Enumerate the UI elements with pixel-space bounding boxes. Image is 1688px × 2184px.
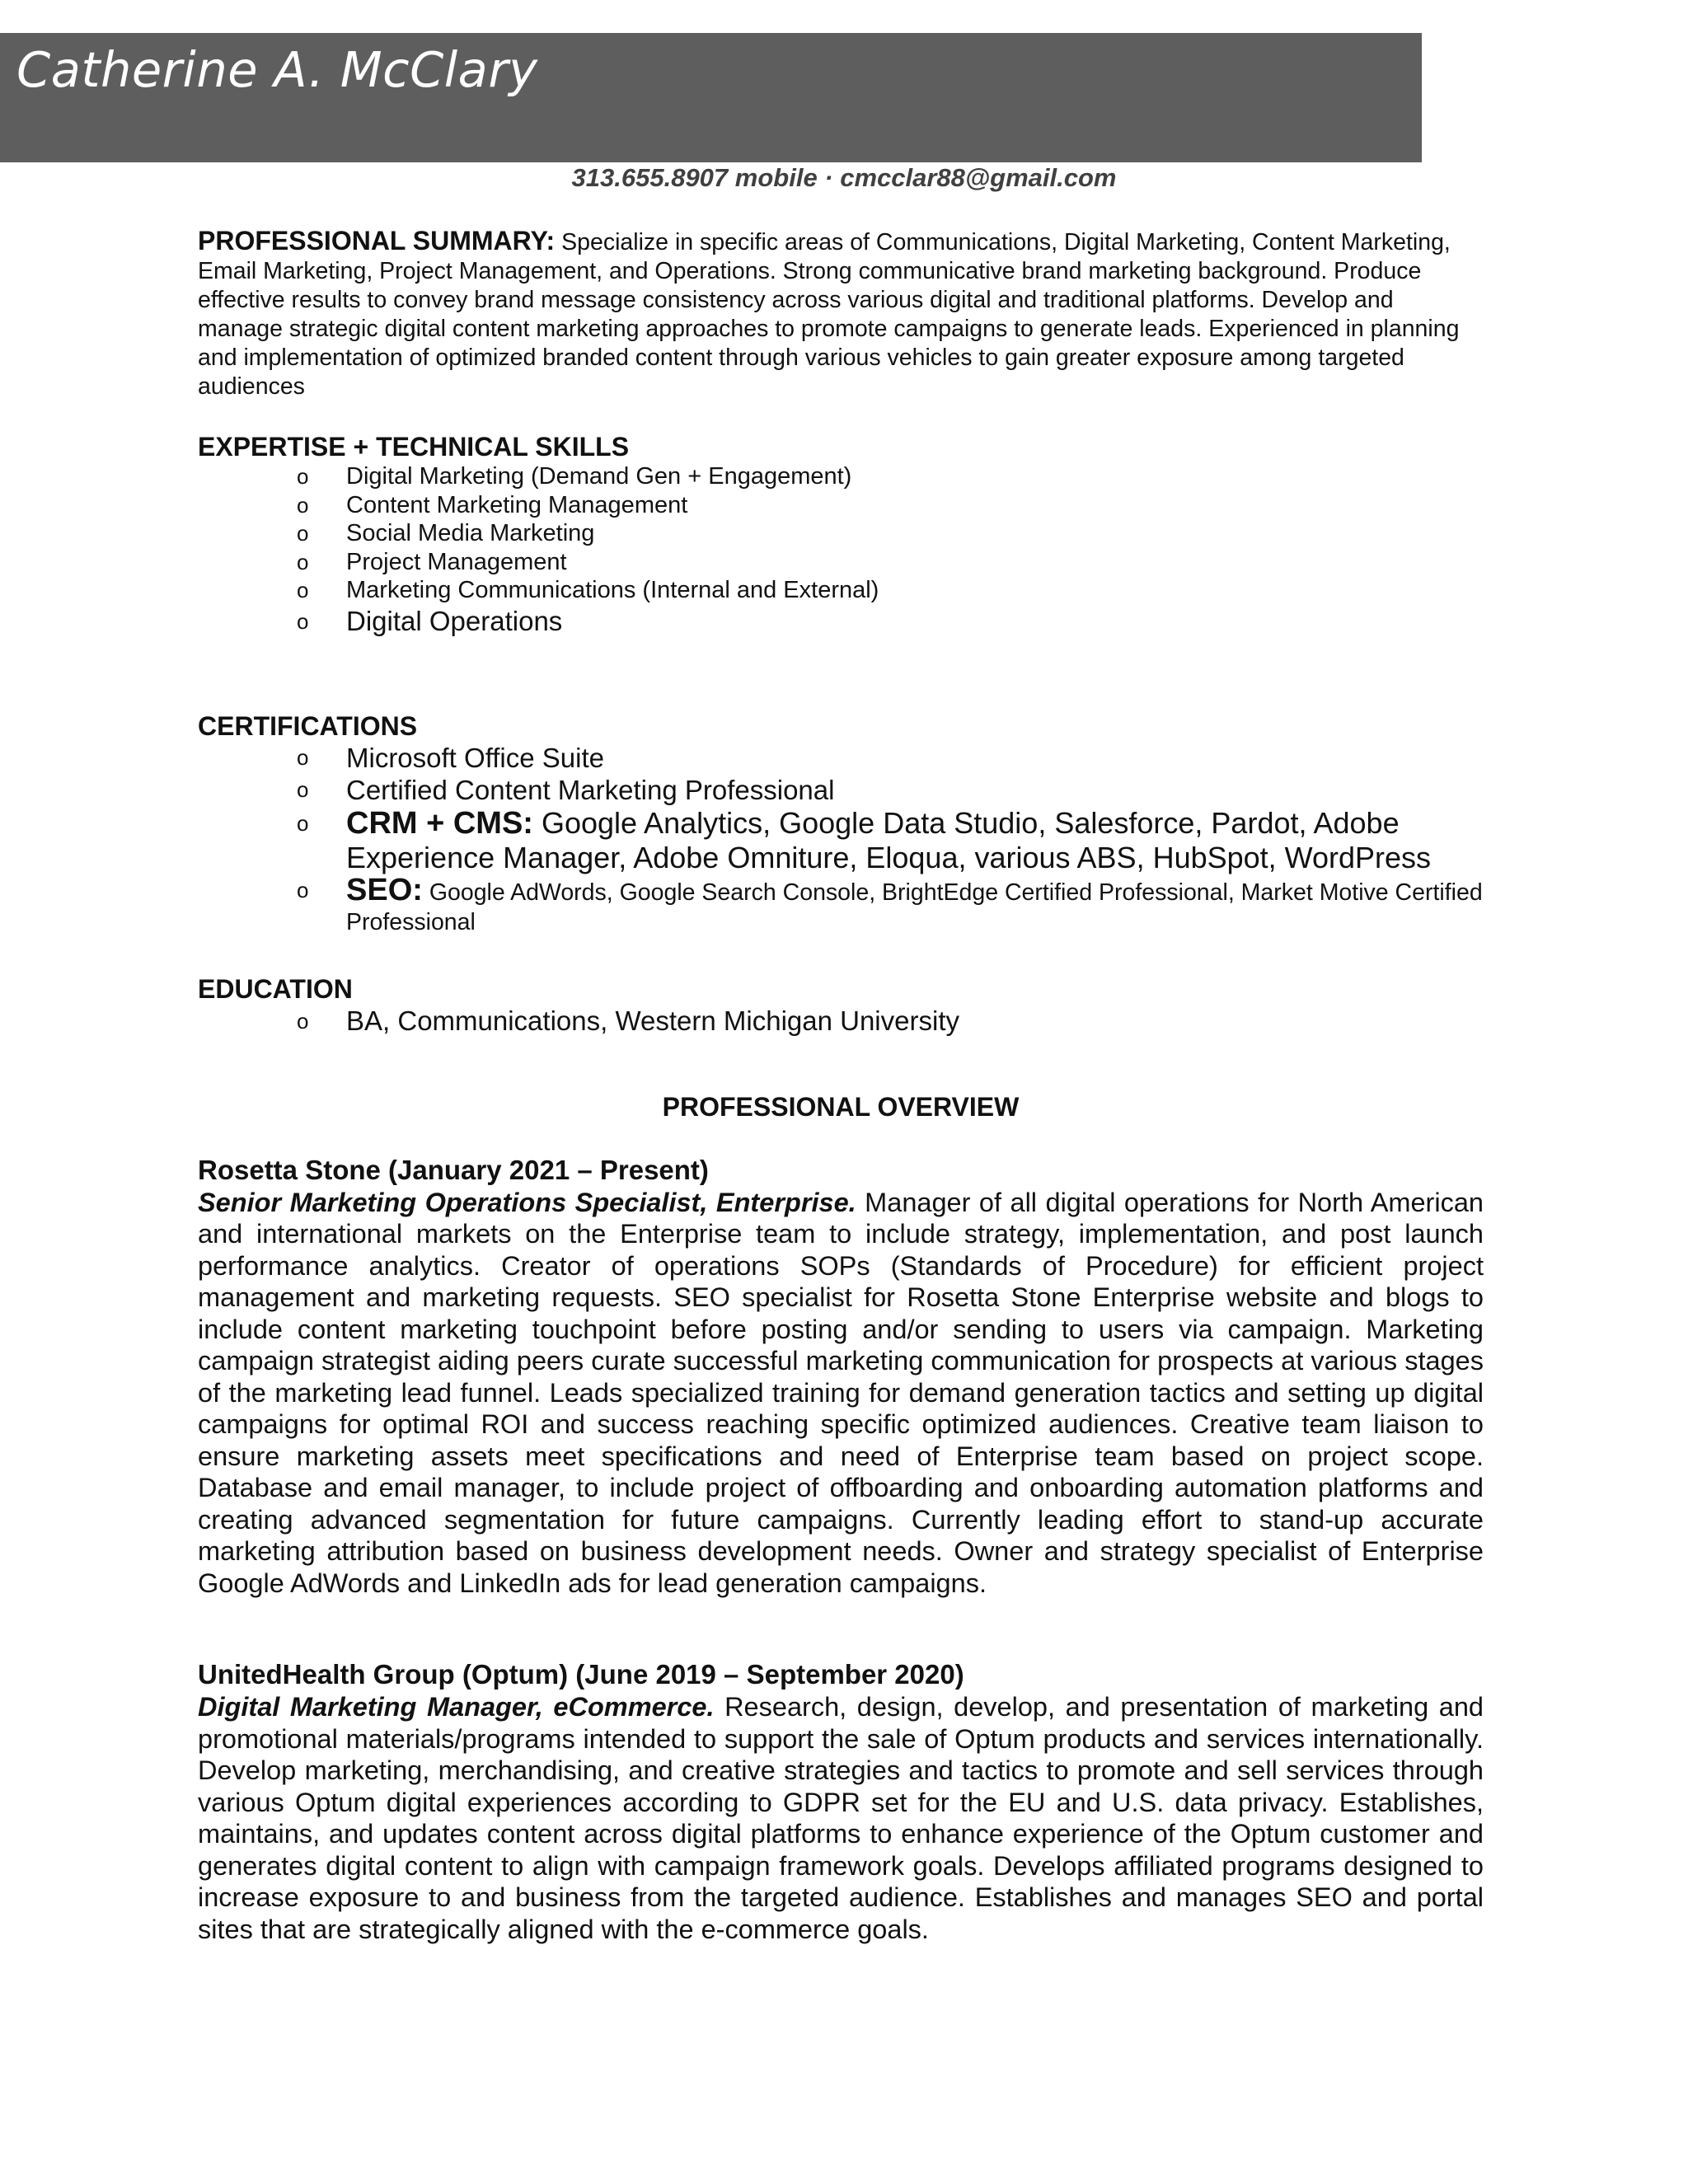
list-item: [198, 576, 1484, 605]
job-text: Manager of all digital operations for North American and international markets on the Enterprise team to include strategy, implementation, and post launch performance analytics. Creator of operations SOPs (Standards of Procedure) for efficient project management and marketing requests. SEO specialist for Rosetta Stone Enterprise website and blogs to include content marketing touchpoint before posting and/or sending to users via campaign. Marketing campaign strategist aiding peers curate successful marketing communication for prospects at various stages of the marketing lead funnel. Leads specialized training for demand generation tactics and setting up digital campaigns for optimal ROI and success reaching specific optimized audiences. Creative team liaison to ensure marketing assets meet specifications and need of Enterprise team based on project scope. Database and email manager, to include project of offboarding and onboarding automation platforms and creating advanced segmentation for future campaigns. Currently leading effort to stand-up accurate marketing attribution based on business development needs. Owner and strategy specialist of Enterprise Google AdWords and LinkedIn ads for lead generation campaigns.: [198, 1187, 1484, 1598]
skill-text: Digital Marketing (Demand Gen + Engagement): [346, 463, 852, 490]
list-item: [198, 462, 1484, 491]
education-list: [198, 1005, 1484, 1038]
certifications-list: [198, 742, 1484, 937]
education-heading: EDUCATION: [198, 973, 353, 1004]
bullet-icon: o: [297, 776, 309, 802]
crm-text: Google Analytics, Google Data Studio, Salesforce, Pardot, Adobe Experience Manager, Adobe Omniture, Eloqua, various ABS, HubSpot, WordPress: [346, 805, 1432, 874]
certification-text: Certified Content Marketing Professional: [346, 774, 835, 805]
skill-text: Content Marketing Management: [346, 491, 688, 518]
bullet-icon: o: [297, 578, 309, 602]
list-item: [198, 872, 1484, 937]
bullet-icon: o: [297, 464, 309, 489]
crm-label: CRM + CMS:: [346, 805, 533, 841]
bullet-icon: o: [297, 1008, 309, 1033]
resume-body: [198, 227, 1484, 1945]
contact-line: 313.655.8907 mobile · cmcclar88@gmail.com: [571, 163, 1117, 192]
education-text: BA, Communications, Western Michigan University: [346, 1005, 959, 1036]
seo-text: Google AdWords, Google Search Console, BrightEdge Certified Professional, Market Motive Certified Professional: [346, 879, 1483, 935]
candidate-name: Catherine A. McClary: [16, 41, 538, 98]
bullet-icon: o: [297, 492, 309, 518]
bullet-icon: o: [297, 549, 309, 574]
bullet-icon: o: [297, 877, 309, 902]
list-item: [198, 519, 1484, 548]
certifications-heading: CERTIFICATIONS: [198, 710, 418, 741]
list-item: [198, 548, 1484, 577]
certification-text: Microsoft Office Suite: [346, 742, 605, 773]
list-item: [198, 806, 1484, 875]
seo-label: SEO:: [346, 872, 423, 907]
bullet-icon: o: [297, 744, 309, 770]
bullet-icon: o: [297, 810, 309, 836]
skill-text: Social Media Marketing: [346, 520, 595, 546]
job-company: UnitedHealth Group (Optum) (June 2019 – September 2020): [198, 1659, 964, 1690]
list-item: [198, 742, 1484, 774]
skill-text: Project Management: [346, 548, 567, 575]
list-item: [198, 605, 1484, 638]
list-item: [198, 1005, 1484, 1038]
job-company: Rosetta Stone (January 2021 – Present): [198, 1154, 709, 1185]
skills-list: [198, 462, 1484, 638]
list-item: [198, 774, 1484, 806]
professional-summary: [198, 227, 1484, 401]
list-item: [198, 491, 1484, 520]
job-description: [198, 1691, 1484, 1945]
job-role: Digital Marketing Manager, eCommerce.: [198, 1692, 715, 1722]
job-role: Senior Marketing Operations Specialist, Enterprise.: [198, 1187, 856, 1217]
overview-heading: PROFESSIONAL OVERVIEW: [662, 1091, 1020, 1122]
skills-heading: EXPERTISE + TECHNICAL SKILLS: [198, 432, 630, 462]
job-text: Research, design, develop, and presentation of marketing and promotional materials/programs intended to support the sale of Optum products and services internationally. Develop marketing, merchandising, and creative strategies and tactics to promote and sell services through various Optum digital experiences according to GDPR set for the EU and U.S. data privacy. Establishes, maintains, and updates content across digital platforms to enhance experience of the Optum customer and generates digital content to align with campaign framework goals. Develops affiliated programs designed to increase exposure to and business from the targeted audience. Establishes and manages SEO and portal sites that are strategically aligned with the e-commerce goals.: [198, 1692, 1484, 1944]
summary-label: PROFESSIONAL SUMMARY:: [198, 226, 556, 255]
skill-text: Marketing Communications (Internal and External): [346, 577, 879, 603]
summary-text: Specialize in specific areas of Communications, Digital Marketing, Content Marketing, Email Marketing, Project Management, and Operations. Strong communicative brand marketing background. Produce effective results to convey brand message consistency across various digital and traditional platforms. Develop and manage strategic digital content marketing approaches to promote campaigns to generate leads. Experienced in planning and implementation of optimized branded content through various vehicles to gain greater exposure among targeted audiences: [198, 229, 1460, 400]
skill-text: Digital Operations: [346, 605, 563, 636]
job-description: [198, 1187, 1484, 1600]
bullet-icon: o: [297, 521, 309, 546]
bullet-icon: o: [297, 608, 309, 634]
